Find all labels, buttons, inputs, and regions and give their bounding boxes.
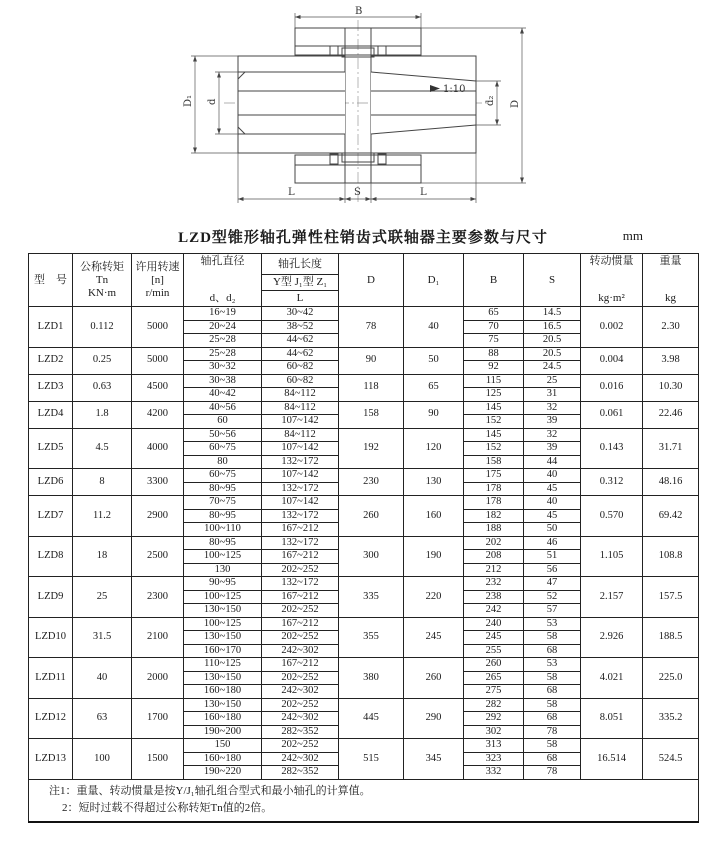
cell-inertia: 0.061 [581, 401, 643, 428]
cell-weight: 108.8 [643, 536, 699, 577]
cell-S: 53 [524, 617, 581, 631]
cell-B: 275 [464, 685, 524, 699]
cell-S: 39 [524, 415, 581, 429]
cell-bore-diameter: 25~28 [184, 347, 262, 361]
cell-speed: 1700 [132, 698, 184, 739]
cell-D1: 130 [404, 469, 464, 496]
cell-S: 58 [524, 698, 581, 712]
cell-torque: 0.25 [73, 347, 132, 374]
cell-B: 115 [464, 374, 524, 388]
header-S: S [524, 254, 581, 307]
cell-bore-length: 44~62 [262, 334, 339, 348]
cell-bore-diameter: 60~75 [184, 442, 262, 456]
cell-speed: 2100 [132, 617, 184, 658]
cell-inertia: 16.514 [581, 739, 643, 780]
header-bore-length: 轴孔长度 [262, 254, 339, 275]
cell-S: 53 [524, 658, 581, 672]
cell-bore-diameter: 130~150 [184, 671, 262, 685]
cell-model: LZD8 [29, 536, 73, 577]
header-D: D [339, 254, 404, 307]
cell-B: 145 [464, 428, 524, 442]
table-row [29, 428, 699, 442]
cell-bore-diameter: 160~180 [184, 685, 262, 699]
cell-D: 515 [339, 739, 404, 780]
cell-bore-diameter: 60 [184, 415, 262, 429]
cell-bore-length: 167~212 [262, 550, 339, 564]
cell-bore-length: 202~252 [262, 631, 339, 645]
cell-speed: 1500 [132, 739, 184, 780]
cell-weight: 188.5 [643, 617, 699, 658]
cell-D: 335 [339, 577, 404, 618]
cell-bore-diameter: 160~180 [184, 712, 262, 726]
cell-S: 78 [524, 766, 581, 780]
cell-B: 75 [464, 334, 524, 348]
cell-bore-diameter: 80 [184, 455, 262, 469]
cell-S: 58 [524, 671, 581, 685]
title-row [28, 226, 698, 246]
unit-label: mm [622, 228, 643, 243]
cell-D: 192 [339, 428, 404, 469]
cell-bore-length: 242~302 [262, 752, 339, 766]
cell-S: 46 [524, 536, 581, 550]
cell-D1: 160 [404, 496, 464, 537]
table-row [29, 739, 699, 753]
header-torque: 公称转矩 Tn KN·m [73, 254, 132, 307]
cell-bore-diameter: 40~42 [184, 388, 262, 402]
cell-weight: 2.30 [643, 307, 699, 348]
cell-bore-length: 242~302 [262, 685, 339, 699]
dim-label-l-right: L [420, 187, 427, 198]
cell-weight: 31.71 [643, 428, 699, 469]
table-row [29, 307, 699, 321]
cell-S: 52 [524, 590, 581, 604]
cell-B: 158 [464, 455, 524, 469]
cell-bore-length: 107~142 [262, 442, 339, 456]
dim-label-d2: d₂ [485, 95, 496, 106]
header-model: 型 号 [29, 254, 73, 307]
header-D1: D₁ [404, 254, 464, 307]
cell-S: 45 [524, 509, 581, 523]
cell-bore-length: 38~52 [262, 320, 339, 334]
cell-speed: 2300 [132, 577, 184, 618]
cell-bore-diameter: 100~125 [184, 550, 262, 564]
cell-B: 92 [464, 361, 524, 375]
cell-S: 40 [524, 469, 581, 483]
cell-torque: 100 [73, 739, 132, 780]
cell-S: 45 [524, 482, 581, 496]
cell-B: 238 [464, 590, 524, 604]
cell-model: LZD11 [29, 658, 73, 699]
cell-bore-diameter: 130~150 [184, 604, 262, 618]
cell-bore-diameter: 25~28 [184, 334, 262, 348]
cell-torque: 1.8 [73, 401, 132, 428]
dim-label-d: d [207, 98, 218, 105]
cell-inertia: 0.016 [581, 374, 643, 401]
cell-model: LZD9 [29, 577, 73, 618]
cell-weight: 3.98 [643, 347, 699, 374]
cell-inertia: 2.157 [581, 577, 643, 618]
table-row [29, 401, 699, 415]
page-title: LZD型锥形轴孔弹性柱销齿式联轴器主要参数与尺寸 [178, 230, 548, 246]
cell-bore-diameter: 80~95 [184, 482, 262, 496]
cell-D: 90 [339, 347, 404, 374]
cell-D1: 245 [404, 617, 464, 658]
cell-weight: 48.16 [643, 469, 699, 496]
cell-inertia: 0.312 [581, 469, 643, 496]
cell-B: 152 [464, 415, 524, 429]
cell-bore-length: 84~112 [262, 388, 339, 402]
cell-weight: 69.42 [643, 496, 699, 537]
table-header [29, 254, 699, 307]
cell-bore-length: 167~212 [262, 658, 339, 672]
cell-bore-diameter: 190~200 [184, 725, 262, 739]
cell-speed: 2500 [132, 536, 184, 577]
cell-inertia: 8.051 [581, 698, 643, 739]
cell-speed: 4500 [132, 374, 184, 401]
cell-S: 25 [524, 374, 581, 388]
cell-B: 232 [464, 577, 524, 591]
cell-torque: 18 [73, 536, 132, 577]
cell-speed: 2900 [132, 496, 184, 537]
cell-S: 58 [524, 631, 581, 645]
bore-left [238, 72, 345, 134]
cell-bore-diameter: 60~75 [184, 469, 262, 483]
header-B: B [464, 254, 524, 307]
cell-bore-length: 202~252 [262, 563, 339, 577]
cell-B: 182 [464, 509, 524, 523]
cell-D1: 120 [404, 428, 464, 469]
cell-weight: 22.46 [643, 401, 699, 428]
cell-torque: 40 [73, 658, 132, 699]
cell-S: 68 [524, 712, 581, 726]
table-footer [29, 779, 699, 822]
cell-B: 202 [464, 536, 524, 550]
cell-D1: 190 [404, 536, 464, 577]
cell-S: 68 [524, 644, 581, 658]
cell-bore-length: 84~112 [262, 401, 339, 415]
cell-bore-diameter: 90~95 [184, 577, 262, 591]
cell-bore-length: 202~252 [262, 671, 339, 685]
cell-B: 240 [464, 617, 524, 631]
cell-bore-diameter: 50~56 [184, 428, 262, 442]
dim-label-d1: D₁ [183, 94, 194, 107]
cell-D: 445 [339, 698, 404, 739]
cell-bore-length: 242~302 [262, 712, 339, 726]
cell-bore-length: 282~352 [262, 725, 339, 739]
cell-bore-diameter: 40~56 [184, 401, 262, 415]
cell-D: 158 [339, 401, 404, 428]
cell-D: 380 [339, 658, 404, 699]
cell-B: 282 [464, 698, 524, 712]
table-row [29, 536, 699, 550]
cell-bore-length: 167~212 [262, 590, 339, 604]
cell-S: 24.5 [524, 361, 581, 375]
cell-S: 20.5 [524, 347, 581, 361]
table-body [29, 307, 699, 780]
cell-B: 70 [464, 320, 524, 334]
header-bore-length-L: L [262, 291, 339, 307]
cell-bore-diameter: 130~150 [184, 631, 262, 645]
table-row [29, 577, 699, 591]
cell-model: LZD1 [29, 307, 73, 348]
cell-inertia: 1.105 [581, 536, 643, 577]
cell-B: 255 [464, 644, 524, 658]
cell-bore-diameter: 190~220 [184, 766, 262, 780]
cell-bore-diameter: 130 [184, 563, 262, 577]
cell-bore-diameter: 100~125 [184, 617, 262, 631]
cell-speed: 2000 [132, 658, 184, 699]
cell-bore-length: 242~302 [262, 644, 339, 658]
header-weight: 重量 kg [643, 254, 699, 307]
cell-bore-diameter: 20~24 [184, 320, 262, 334]
cell-B: 178 [464, 482, 524, 496]
cell-bore-diameter: 160~170 [184, 644, 262, 658]
cell-D1: 65 [404, 374, 464, 401]
cell-bore-diameter: 100~125 [184, 590, 262, 604]
table-row [29, 617, 699, 631]
cell-model: LZD13 [29, 739, 73, 780]
cell-D: 230 [339, 469, 404, 496]
cell-B: 152 [464, 442, 524, 456]
cell-S: 31 [524, 388, 581, 402]
cell-model: LZD10 [29, 617, 73, 658]
cell-bore-diameter: 130~150 [184, 698, 262, 712]
cell-bore-length: 167~212 [262, 617, 339, 631]
cell-B: 208 [464, 550, 524, 564]
cell-bore-diameter: 70~75 [184, 496, 262, 510]
header-inertia: 转动惯量 kg·m² [581, 254, 643, 307]
dim-label-s: S [354, 187, 361, 198]
cell-B: 175 [464, 469, 524, 483]
cell-B: 242 [464, 604, 524, 618]
cell-bore-length: 132~172 [262, 482, 339, 496]
cell-bore-length: 132~172 [262, 536, 339, 550]
cell-D1: 220 [404, 577, 464, 618]
table-row [29, 658, 699, 672]
cell-D: 260 [339, 496, 404, 537]
cell-torque: 63 [73, 698, 132, 739]
cell-model: LZD6 [29, 469, 73, 496]
cell-S: 51 [524, 550, 581, 564]
cell-D: 78 [339, 307, 404, 348]
cell-D1: 50 [404, 347, 464, 374]
cell-B: 178 [464, 496, 524, 510]
table-row [29, 496, 699, 510]
cell-bore-diameter: 80~95 [184, 536, 262, 550]
cell-S: 58 [524, 739, 581, 753]
cell-bore-diameter: 110~125 [184, 658, 262, 672]
cell-torque: 0.63 [73, 374, 132, 401]
cell-B: 145 [464, 401, 524, 415]
cell-weight: 10.30 [643, 374, 699, 401]
cell-S: 50 [524, 523, 581, 537]
bore-right-tapered [371, 72, 476, 134]
cell-B: 188 [464, 523, 524, 537]
cell-D: 355 [339, 617, 404, 658]
cell-inertia: 4.021 [581, 658, 643, 699]
cell-speed: 3300 [132, 469, 184, 496]
cell-S: 57 [524, 604, 581, 618]
cell-B: 302 [464, 725, 524, 739]
cell-inertia: 0.002 [581, 307, 643, 348]
cell-D1: 345 [404, 739, 464, 780]
cell-S: 16.5 [524, 320, 581, 334]
cell-model: LZD12 [29, 698, 73, 739]
cell-bore-length: 202~252 [262, 739, 339, 753]
cell-bore-length: 107~142 [262, 415, 339, 429]
cell-S: 68 [524, 752, 581, 766]
cell-bore-length: 30~42 [262, 307, 339, 321]
cell-inertia: 0.004 [581, 347, 643, 374]
coupling-section-drawing [180, 6, 535, 214]
cell-B: 332 [464, 766, 524, 780]
cell-weight: 225.0 [643, 658, 699, 699]
cell-B: 265 [464, 671, 524, 685]
cell-D: 300 [339, 536, 404, 577]
cell-weight: 524.5 [643, 739, 699, 780]
dim-label-l-left: L [288, 187, 295, 198]
cell-torque: 11.2 [73, 496, 132, 537]
dim-label-D: D [510, 99, 521, 108]
cell-B: 125 [464, 388, 524, 402]
cell-B: 88 [464, 347, 524, 361]
cell-model: LZD7 [29, 496, 73, 537]
cell-B: 313 [464, 739, 524, 753]
cell-bore-diameter: 16~19 [184, 307, 262, 321]
cell-speed: 5000 [132, 347, 184, 374]
cell-bore-length: 282~352 [262, 766, 339, 780]
coupling-drawing-area [28, 6, 698, 214]
cell-bore-length: 167~212 [262, 523, 339, 537]
cell-bore-length: 132~172 [262, 577, 339, 591]
cell-bore-length: 107~142 [262, 496, 339, 510]
cell-speed: 5000 [132, 307, 184, 348]
header-bore-length-types: Y型 J₁型 Z₁ [262, 275, 339, 291]
cell-B: 260 [464, 658, 524, 672]
cell-weight: 335.2 [643, 698, 699, 739]
cell-S: 40 [524, 496, 581, 510]
cell-S: 44 [524, 455, 581, 469]
table-row [29, 698, 699, 712]
cell-bore-diameter: 30~38 [184, 374, 262, 388]
cell-model: LZD2 [29, 347, 73, 374]
cell-S: 47 [524, 577, 581, 591]
cell-bore-length: 84~112 [262, 428, 339, 442]
cell-bore-length: 202~252 [262, 698, 339, 712]
taper-label: 1:10 [443, 84, 466, 95]
cell-model: LZD5 [29, 428, 73, 469]
notes-cell [29, 779, 699, 822]
cell-inertia: 0.143 [581, 428, 643, 469]
cell-B: 323 [464, 752, 524, 766]
cell-weight: 157.5 [643, 577, 699, 618]
cell-S: 78 [524, 725, 581, 739]
cell-bore-diameter: 100~110 [184, 523, 262, 537]
cell-speed: 4000 [132, 428, 184, 469]
cell-S: 39 [524, 442, 581, 456]
note-2: 2：短时过载不得超过公称转矩Tn值的2倍。 [62, 801, 273, 814]
cell-speed: 4200 [132, 401, 184, 428]
cell-S: 20.5 [524, 334, 581, 348]
table-row [29, 469, 699, 483]
cell-torque: 0.112 [73, 307, 132, 348]
cell-S: 68 [524, 685, 581, 699]
cell-bore-length: 107~142 [262, 469, 339, 483]
table-row [29, 347, 699, 361]
cell-B: 212 [464, 563, 524, 577]
cell-inertia: 2.926 [581, 617, 643, 658]
table-row [29, 374, 699, 388]
header-bore-diameter: 轴孔直径 d、d₂ [184, 254, 262, 307]
cell-torque: 4.5 [73, 428, 132, 469]
cell-S: 32 [524, 428, 581, 442]
cell-model: LZD3 [29, 374, 73, 401]
cell-bore-diameter: 160~180 [184, 752, 262, 766]
cell-B: 65 [464, 307, 524, 321]
cell-bore-length: 132~172 [262, 455, 339, 469]
dim-label-b: B [355, 6, 363, 17]
cell-S: 32 [524, 401, 581, 415]
cell-D: 118 [339, 374, 404, 401]
header-speed: 许用转速 [n] r/min [132, 254, 184, 307]
cell-bore-diameter: 80~95 [184, 509, 262, 523]
cell-bore-length: 60~82 [262, 361, 339, 375]
parameter-table [28, 253, 699, 823]
cell-D1: 290 [404, 698, 464, 739]
cell-torque: 25 [73, 577, 132, 618]
cell-D1: 90 [404, 401, 464, 428]
cell-D1: 40 [404, 307, 464, 348]
cell-bore-diameter: 150 [184, 739, 262, 753]
cell-torque: 8 [73, 469, 132, 496]
cell-S: 56 [524, 563, 581, 577]
cell-bore-length: 202~252 [262, 604, 339, 618]
cell-inertia: 0.570 [581, 496, 643, 537]
cell-bore-length: 60~82 [262, 374, 339, 388]
cell-bore-length: 44~62 [262, 347, 339, 361]
cell-S: 14.5 [524, 307, 581, 321]
cell-torque: 31.5 [73, 617, 132, 658]
cell-bore-diameter: 30~32 [184, 361, 262, 375]
cell-model: LZD4 [29, 401, 73, 428]
cell-D1: 260 [404, 658, 464, 699]
cell-B: 245 [464, 631, 524, 645]
cell-bore-length: 132~172 [262, 509, 339, 523]
note-1: 注1：重量、转动惯量是按Y/J₁轴孔组合型式和最小轴孔的计算值。 [49, 784, 371, 797]
cell-B: 292 [464, 712, 524, 726]
